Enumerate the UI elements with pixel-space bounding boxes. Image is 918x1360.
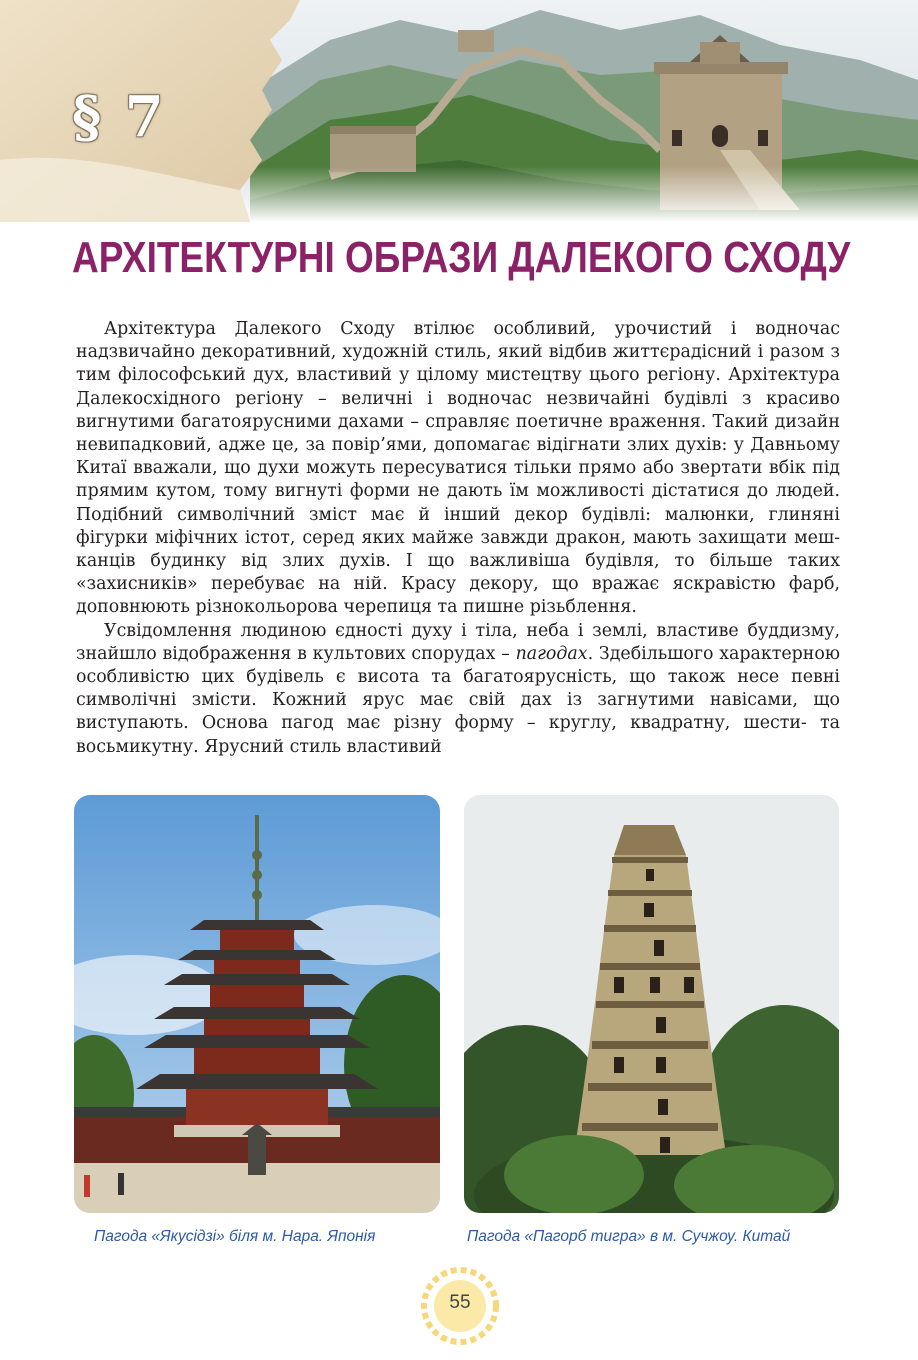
header-banner (0, 0, 918, 222)
term-pagodas: пагодах (515, 643, 588, 664)
photo-yakushiji-pagoda (74, 795, 440, 1213)
page-number: 55 (449, 1292, 471, 1313)
paragraph-2-text-end: . Здебільшого характерною особливістю цих будівель є висота та багатоярусність, що також несе певні символічні змісти. Кожний ярус має свій дах із загнутими навісами, що виступають. Основа пагод має різну форму – круглу, квадратну, шести- та восьмикутну. Ярусний стиль властивий (76, 643, 841, 757)
photo-tiger-hill-pagoda (464, 795, 839, 1213)
body-text (76, 318, 840, 759)
section-number: § 7 (72, 84, 166, 150)
paragraph-1: Архітектура Далекого Сходу втілює особливий, урочистий і водночас надзвичайно декоративний, художній стиль, який відбив життєрадісний і разом з тим філософський дух, властивий у цілому мистецтву цього регіону. Архітектура Далекосхідного регіону – величні і водночас незвичайні будівлі з красиво вигнутими багатоярусними дахами – справляє поетичне враження. Такий дизайн невипадковий, адже це, за повір’ями, допомагає відігнати злих духів: у Давньому Китаї вважали, що духи можуть пересуватися тільки прямо або звертати вбік під прямим кутом, тому вигнуті форми не дають їм можливості дістатися до людей. Подібний символічний зміст має й інший декор будівлі: малюнки, глиняні фігурки міфічних істот, серед яких майже завжди дракон, мають захищати мешканців будинку від злих духів. І що важливіша будівля, то більше таких «захисників» перебуває на ній. Красу декору, що вражає яскравістю фарб, доповнюють різнокольорова черепиця та пишне різьблення. (76, 319, 840, 618)
caption-tiger-hill: Пагода «Пагорб тигра» в м. Сучжоу. Китай (467, 1228, 791, 1245)
chapter-title: АРХІТЕКТУРНІ ОБРАЗИ ДАЛЕКОГО СХОДУ (72, 233, 851, 282)
caption-yakushiji: Пагода «Якусідзі» біля м. Нара. Японія (94, 1228, 376, 1245)
paragraph-2 (76, 620, 840, 759)
paragraph-2-text-start: Усвідомлення людиною єдності духу і тіла, неба і землі, властиве буддизму, знайшло відображення в культових спорудах – (76, 620, 840, 664)
